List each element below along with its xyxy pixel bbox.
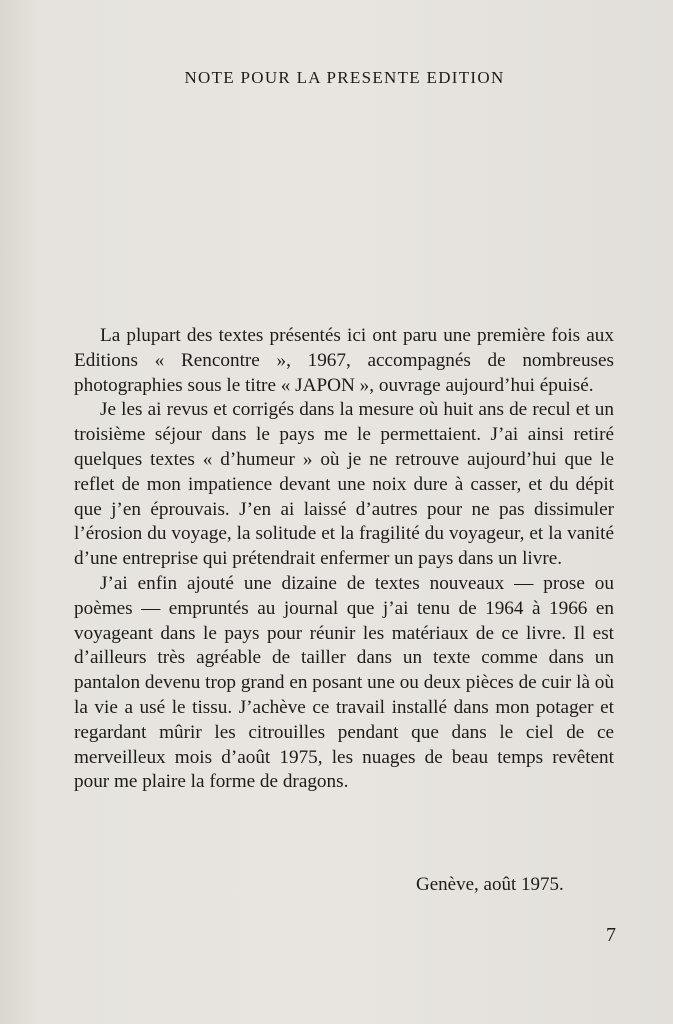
page-title: NOTE POUR LA PRESENTE EDITION — [184, 68, 505, 87]
paragraph-1: La plupart des textes présentés ici ont paru une première fois aux Editions « Rencontre », 1967, accompagnés de nombreuses photographies sous le titre « JAPON », ouvrage aujourd’hui épuisé. — [74, 325, 614, 396]
paragraph-2: Je les ai revus et corrigés dans la mesure où huit ans de recul et un troisième séjour dans le pays me le permettaient. J’ai ainsi retiré quelques textes « d’humeur » où je ne retrouve aujourd’hui que le reflet de mon impatience devant une noix dure à casser, et du dépit que j’en éprouvais. J’en ai laissé d’autres pour ne pas dissimuler l’érosion du voyage, la solitude et la fragilité du voyageur, et la vanité d’une entreprise qui prétendrait enfermer un pays dans un livre. — [74, 399, 614, 570]
paragraph-3: J’ai enfin ajouté une dizaine de textes nouveaux — prose ou poèmes — empruntés au journal que j’ai tenu de 1964 à 1966 en voyageant dans le pays pour réunir les matériaux de ce livre. Il est d’ailleurs très agréable de tailler dans un texte comme dans un pantalon devenu trop grand en posant une ou deux pièces de cuir là où la vie a usé le tissu. J’achève ce travail installé dans mon potager et regardant mûrir les citrouilles pendant que dans le ciel de ce merveilleux mois d’août 1975, les nuages de beau temps revêtent pour me plaire la forme de dragons. — [74, 572, 614, 793]
page-number: 7 — [606, 924, 616, 946]
body-text — [74, 324, 614, 795]
signature: Genève, août 1975. — [416, 874, 564, 895]
